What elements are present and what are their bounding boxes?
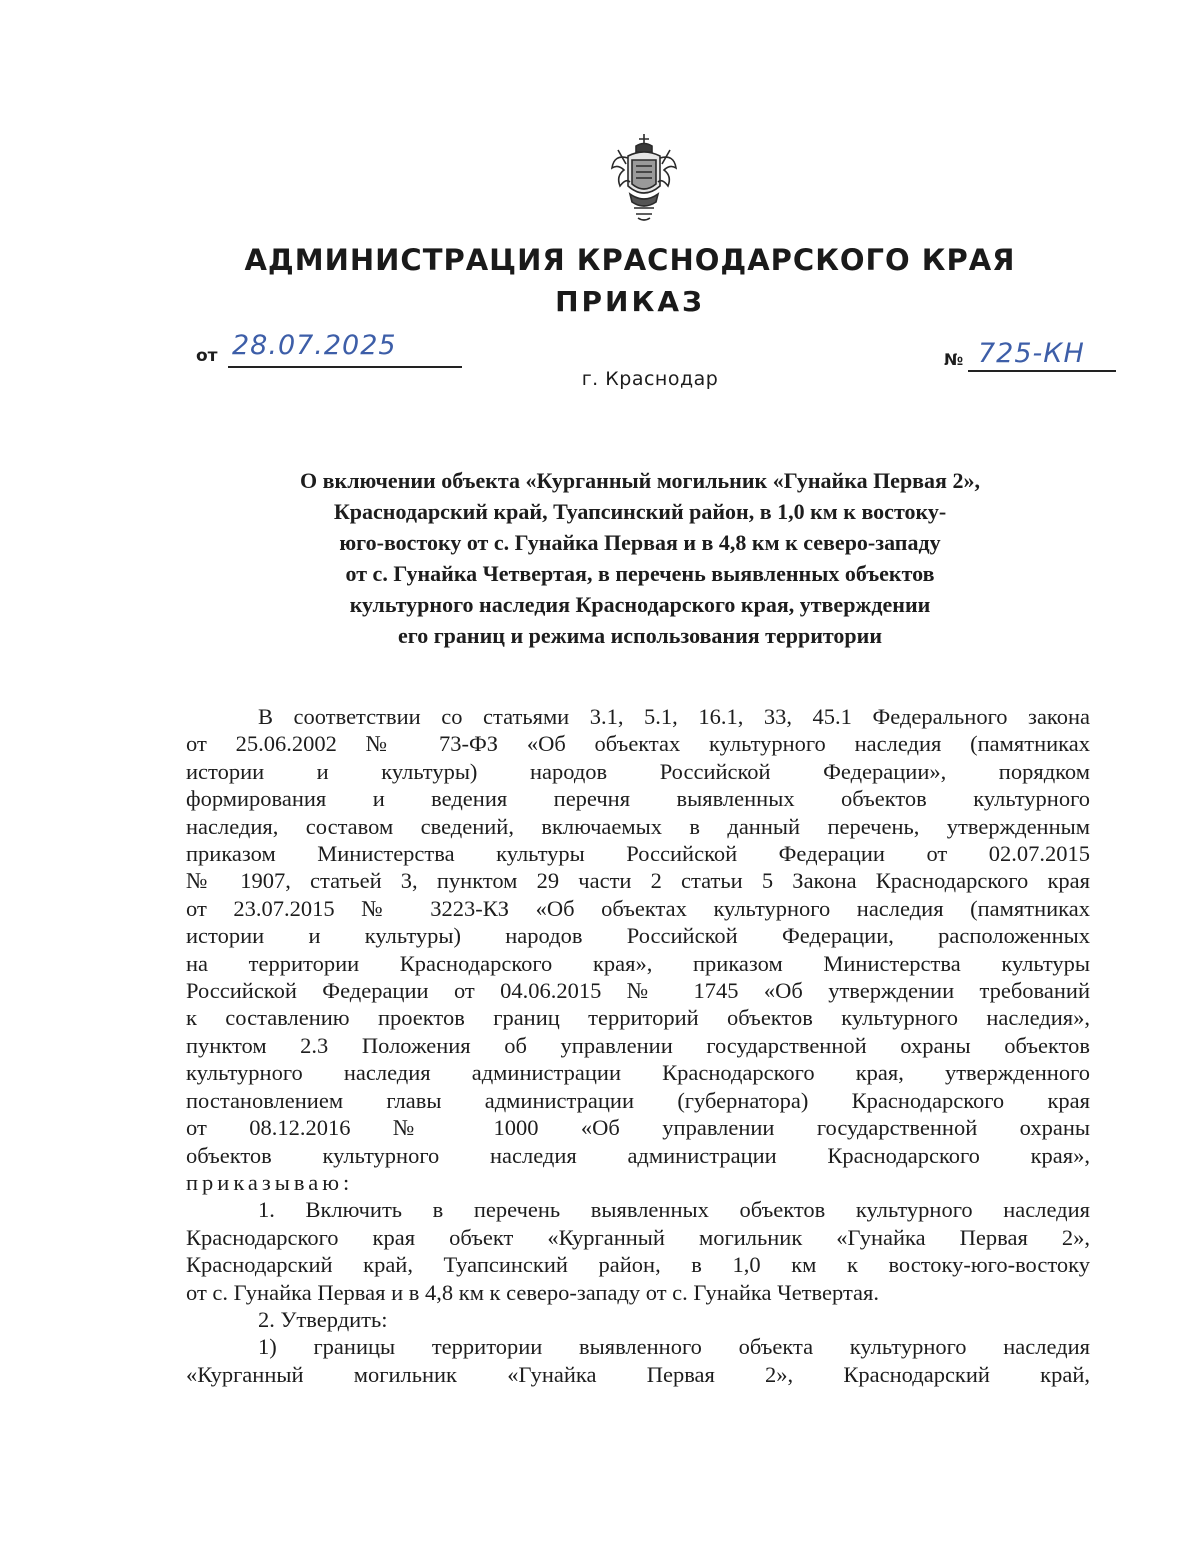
body-line: № 1907, статьей 3, пунктом 29 части 2 статьи 5 Закона Краснодарского края	[186, 868, 1090, 894]
body-line: постановлением главы администрации (губернатора) Краснодарского края	[186, 1087, 1090, 1113]
coat-of-arms-emblem	[606, 130, 682, 222]
body-line: В соответствии со статьями 3.1, 5.1, 16.1, 33, 45.1 Федерального закона	[258, 704, 1090, 729]
document-type-title: ПРИКАЗ	[555, 285, 705, 318]
body-line: объектов культурного наследия администрации Краснодарского края»,	[186, 1142, 1090, 1168]
body-line: наследия, составом сведений, включаемых в данный перечень, утвержденным	[186, 813, 1090, 839]
organization-name: АДМИНИСТРАЦИЯ КРАСНОДАРСКОГО КРАЯ	[244, 243, 1016, 277]
body-line-order-word: приказываю:	[186, 1169, 354, 1195]
body-line: 1. Включить в перечень выявленных объектов культурного наследия	[258, 1197, 1090, 1223]
body-line: истории и культуры) народов Российской Федерации, расположенных	[186, 923, 1090, 949]
handwritten-date: 28.07.2025	[232, 330, 397, 361]
body-line: от 23.07.2015 № 3223-КЗ «Об объектах культурного наследия (памятниках	[186, 895, 1090, 921]
body-line: Российской Федерации от 04.06.2015 № 1745 «Об утверждении требований	[186, 978, 1090, 1004]
number-prefix: №	[944, 350, 964, 369]
subject-line: культурного наследия Краснодарского края, утверждении	[349, 592, 931, 617]
body-line: 2. Утвердить:	[258, 1306, 388, 1332]
document-subject	[200, 465, 1080, 651]
body-line: Краснодарский край, Туапсинский район, в 1,0 км к востоку-юго-востоку	[186, 1252, 1090, 1278]
body-line: «Курганный могильник «Гунайка Первая 2», Краснодарский край,	[186, 1361, 1090, 1387]
body-line: 1) границы территории выявленного объекта культурного наследия	[258, 1334, 1090, 1360]
subject-line: его границ и режима использования территории	[397, 623, 883, 648]
body-line: пунктом 2.3 Положения об управлении государственной охраны объектов	[186, 1032, 1090, 1058]
handwritten-number: 725-КН	[978, 338, 1085, 369]
body-line: на территории Краснодарского края», приказом Министерства культуры	[186, 950, 1090, 976]
city-name: г. Краснодар	[581, 368, 719, 390]
body-line: от с. Гунайка Первая и в 4,8 км к северо-западу от с. Гунайка Четвертая.	[186, 1279, 880, 1305]
subject-line: от с. Гунайка Четвертая, в перечень выявленных объектов	[345, 561, 935, 586]
body-line: истории и культуры) народов Российской Федерации», порядком	[186, 758, 1090, 784]
body-line: от 08.12.2016 № 1000 «Об управлении государственной охраны	[186, 1115, 1090, 1141]
body-line: культурного наследия администрации Краснодарского края, утвержденного	[186, 1060, 1090, 1086]
document-body	[186, 703, 1090, 1388]
date-underline	[228, 366, 462, 368]
body-line: к составлению проектов границ территорий объектов культурного наследия»,	[186, 1005, 1090, 1031]
body-line: формирования и ведения перечня выявленных объектов культурного	[186, 786, 1090, 812]
number-underline	[968, 370, 1116, 372]
subject-line: юго-востоку от с. Гунайка Первая и в 4,8 км к северо-западу	[339, 530, 941, 555]
body-line: приказом Министерства культуры Российской Федерации от 02.07.2015	[186, 841, 1090, 867]
subject-line: Краснодарский край, Туапсинский район, в 1,0 км к востоку-	[333, 499, 947, 524]
date-prefix: от	[196, 346, 218, 366]
body-line: от 25.06.2002 № 73-ФЗ «Об объектах культурного наследия (памятниках	[186, 731, 1090, 757]
body-line: Краснодарского края объект «Курганный могильник «Гунайка Первая 2»,	[186, 1224, 1090, 1250]
subject-line: О включении объекта «Курганный могильник «Гунайка Первая 2»,	[300, 468, 980, 493]
